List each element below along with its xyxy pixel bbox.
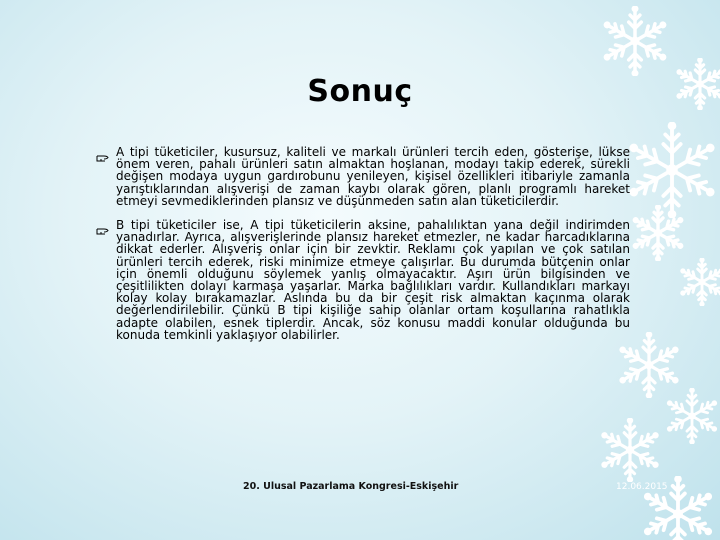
bullet-item	[96, 146, 630, 207]
pointing-hand-icon	[96, 221, 110, 240]
snowflake-icon	[678, 258, 720, 306]
slide-title: Sonuç	[307, 74, 413, 109]
footer-text: 20. Ulusal Pazarlama Kongresi-Eskişehir	[243, 481, 459, 492]
snowflake-icon	[598, 418, 662, 482]
bullet-item	[96, 219, 630, 341]
bullet-text: A tipi tüketiciler, kusursuz, kaliteli ve markalı ürünleri tercih eden, gösterişe, lükse önem veren, pahalı ürünleri satın almaktan hoşlanan, modayı takip ederek, sürekli değişen modaya uygun gardırobunu yenileyen, kişisel özellikleri itibariyle zamanla yarıştıklarından alışverişi de zaman kaybı olarak gören, planlı programlı hareket etmeyi sevmediklerinden plansız ve düşünmeden satın alan tüketicilerdir.	[116, 145, 630, 208]
bullet-text: B tipi tüketiciler ise, A tipi tüketicilerin aksine, pahalılıktan yana değil indirimden yanadırlar. Ayrıca, alışverişlerinde plansız hareket etmezler, ne kadar harcadıklarına dikkat ederler. Alışveriş onlar için bir zevktir. Reklamı çok yapılan ve çok satılan ürünleri tercih ederek, riski minimize etmeye çalışırlar. Bu durumda bütçenin onlar için önemli olduğunu söylemek yanlış olmayacaktır. Aşırı ürün bilgisinden ve çeşitlilikten dolayı karmaşa yaşarlar. Marka bağlılıkları vardır. Kullandıkları markayı kolay kolay bırakamazlar. Aslında bu da bir çeşit risk almaktan kaçınma olarak değerlendirilebilir. Çünkü B tipi kişiliğe sahip olanlar ortam koşullarına rahatlıkla adapte olabilen, esnek tiplerdir. Ancak, söz konusu maddi konular olduğunda bu konuda temkinli yaklaşıyor olabilirler.	[116, 218, 630, 342]
pointing-hand-icon	[96, 148, 110, 167]
snowflake-icon	[624, 122, 720, 218]
snowflake-icon	[600, 6, 670, 76]
date-text: 12.06.2015	[616, 482, 668, 492]
snowflake-icon	[664, 388, 720, 444]
bullet-list	[96, 146, 630, 353]
snowflake-icon	[630, 205, 686, 261]
